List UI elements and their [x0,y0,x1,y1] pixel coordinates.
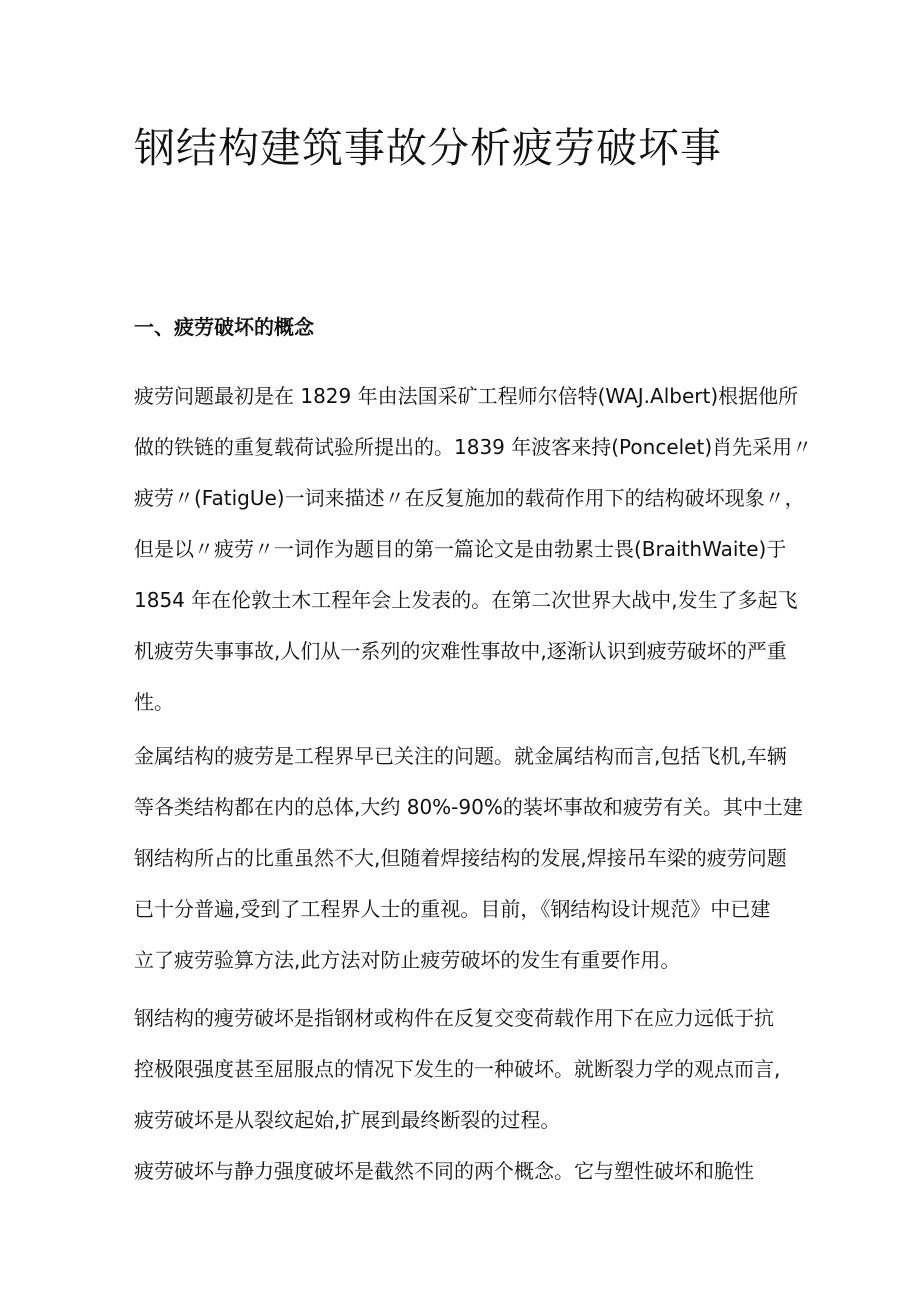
paragraph-line: 疲劳〃(FatigUe)一词来描述〃在反复施加的载荷作用下的结构破坏现象〃， [134,486,805,510]
paragraph-history [134,371,813,728]
paragraph-line: 做的铁链的重复载荷试验所提出的。1839 年波客来持(Poncelet)肖先采用〃 [134,435,813,459]
paragraph-line: 立了疲劳验算方法,此方法对防止疲劳破坏的发生有重要作用。 [134,948,681,972]
paragraph-line: 疲劳问题最初是在 1829 年由法国采矿工程师尔倍特(WAJ.Albert)根据他所 [134,384,799,408]
paragraph-definition [134,993,806,1146]
paragraph-line: 等各类结构都在内的总体,大约 80%-90%的装坏事故和疲劳有关。其中土建 [134,795,803,819]
paragraph-line: 但是以〃疲劳〃一词作为题目的第一篇论文是由勃累士畏(BraithWaite)于 [134,537,787,561]
paragraph-line: 1854 年在伦敦土木工程年会上发表的。在第二次世界大战中,发生了多起飞 [134,588,798,612]
paragraph-comparison [134,1146,806,1197]
paragraph-line: 钢结构的瘦劳破坏是指钢材或构件在反复交变荷载作用下在应力远低于抗 [134,1006,774,1030]
paragraph-line: 金属结构的疲劳是工程界早已关注的问题。就金属结构而言,包括飞机,车辆 [134,744,787,768]
paragraph-line: 疲劳破坏是从裂纹起始,扩展到最终断裂的过程。 [134,1108,561,1132]
paragraph-line: 已十分普遍,受到了工程界人士的重视。目前，《钢结构设计规范》中已建 [134,897,771,921]
paragraph-line: 控极限强度甚至屈服点的情况下发生的一种破坏。就断裂力学的观点而言, [134,1057,781,1081]
paragraph-line: 机疲劳失事事故,人们从一系列的灾难性事故中,逐渐认识到疲劳破坏的严重 [134,639,787,663]
paragraph-metal-fatigue [134,731,806,986]
paragraph-line: 疲劳破坏与静力强度破坏是截然不同的两个概念。它与塑性破坏和脆性 [134,1159,754,1183]
section-heading: 一、疲劳破坏的概念 [134,315,314,339]
document-title: 钢结构建筑事故分析疲劳破坏事 [134,124,722,172]
paragraph-line: 钢结构所占的比重虽然不大,但随着焊接结构的发展,焊接吊车梁的疲劳问题 [134,846,787,870]
paragraph-line: 性。 [134,690,174,714]
